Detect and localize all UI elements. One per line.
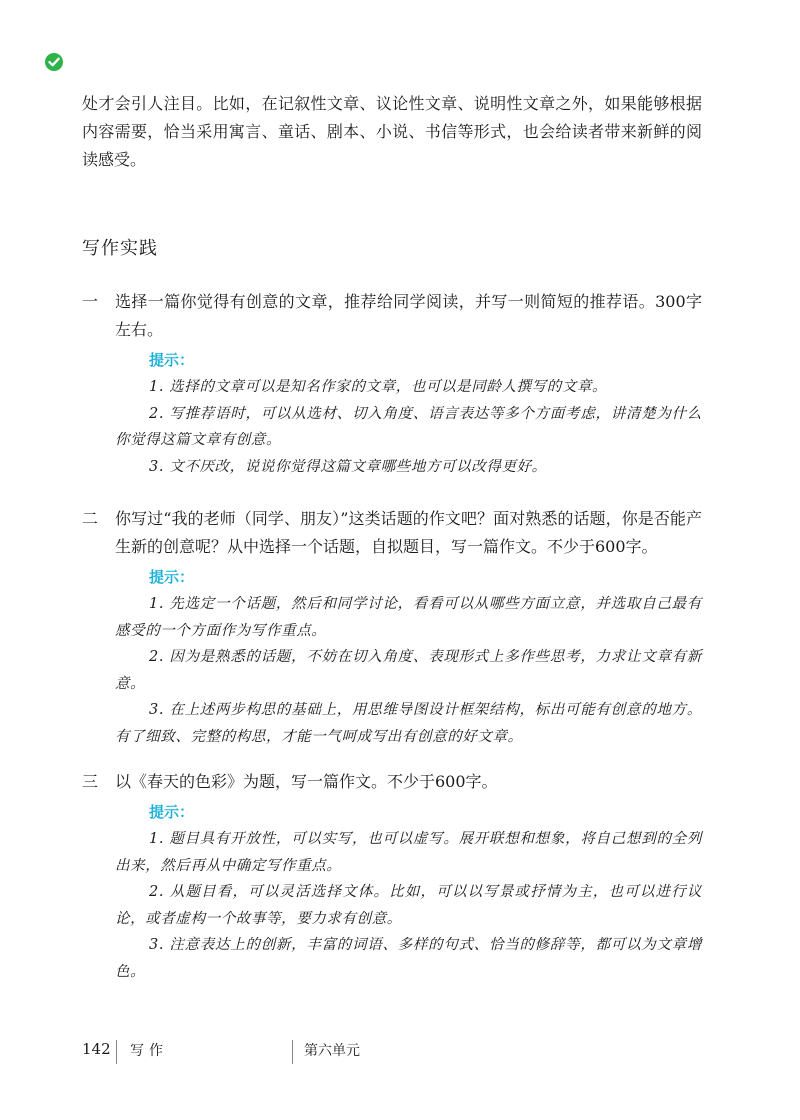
section-title: 写作实践 xyxy=(82,238,158,259)
hint-label: 提示： xyxy=(149,803,195,821)
footer-divider xyxy=(116,1040,117,1064)
hint-item: 1. 题目具有开放性，可以实写，也可以虚写。展开联想和想象，将自己想到的全列出来，然后再从中确定写作重点。 xyxy=(115,831,702,874)
hint-item: 1. 先选定一个话题，然后和同学讨论，看看可以从哪些方面立意，并选取自己最有感受的一个方面作为写作重点。 xyxy=(115,596,702,639)
task-prompt: 以《春天的色彩》为题，写一篇作文。不少于600字。 xyxy=(115,772,498,791)
hint-label: 提示： xyxy=(149,568,195,586)
hint-item: 2. 写推荐语时，可以从选材、切入角度、语言表达等多个方面考虑，讲清楚为什么你觉得这篇文章有创意。 xyxy=(115,405,702,448)
hint-item: 2. 因为是熟悉的话题，不妨在切入角度、表现形式上多作些思考，力求让文章有新意。 xyxy=(115,649,702,692)
task-number: 三 xyxy=(82,772,99,791)
checkmark-logo-icon xyxy=(44,52,64,72)
hint-item: 3. 注意表达上的创新，丰富的词语、多样的句式、恰当的修辞等，都可以为文章增色。 xyxy=(115,937,702,980)
footer-unit-name: 第六单元 xyxy=(304,1043,360,1059)
page-footer xyxy=(0,1040,800,1070)
task-number: 一 xyxy=(82,292,99,311)
page-number: 142 xyxy=(82,1040,111,1058)
task-1 xyxy=(82,288,702,480)
task-2 xyxy=(82,505,702,750)
intro-paragraph: 处才会引人注目。比如，在记叙性文章、议论性文章、说明性文章之外，如果能够根据内容需要，恰当采用寓言、童话、剧本、小说、书信等形式，也会给读者带来新鲜的阅读感受。 xyxy=(82,94,702,169)
task-3 xyxy=(82,768,702,985)
hint-item: 3. 在上述两步构思的基础上，用思维导图设计框架结构，标出可能有创意的地方。有了细致、完整的构思，才能一气呵成写出有创意的好文章。 xyxy=(115,702,702,745)
footer-divider xyxy=(292,1040,293,1064)
task-prompt: 你写过“我的老师（同学、朋友）”这类话题的作文吧？面对熟悉的话题，你是否能产生新的创意呢？从中选择一个话题，自拟题目，写一篇作文。不少于600字。 xyxy=(115,509,702,556)
footer-section-name: 写作 xyxy=(130,1043,168,1059)
hint-item: 1. 选择的文章可以是知名作家的文章，也可以是同龄人撰写的文章。 xyxy=(149,379,608,395)
hint-item: 3. 文不厌改，说说你觉得这篇文章哪些地方可以改得更好。 xyxy=(149,458,547,475)
task-prompt: 选择一篇你觉得有创意的文章，推荐给同学阅读，并写一则简短的推荐语。300字左右。 xyxy=(115,292,702,339)
hint-label: 提示： xyxy=(149,351,195,369)
hint-item: 2. 从题目看，可以灵活选择文体。比如，可以以写景或抒情为主，也可以进行议论，或者虚构一个故事等，要力求有创意。 xyxy=(115,884,702,927)
task-number: 二 xyxy=(82,509,99,528)
